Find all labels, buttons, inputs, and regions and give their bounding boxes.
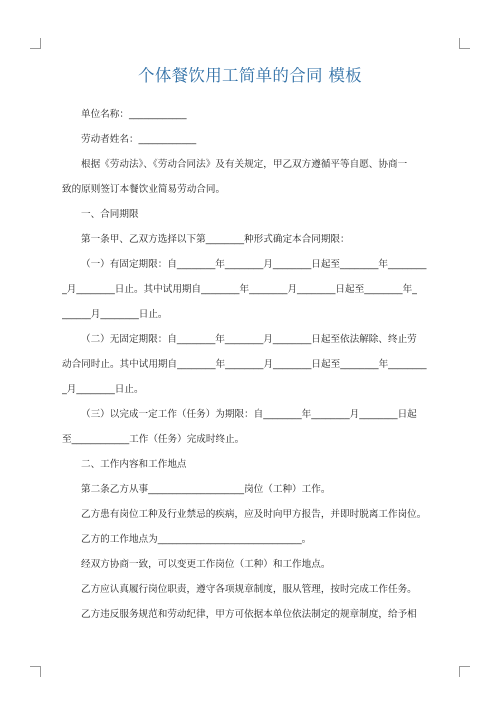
- section-heading: 一、合同期限: [81, 209, 139, 220]
- paragraph-line: 乙方患有岗位工种及行业禁忌的疾病，应及时向甲方报告，并即时脱离工作岗位。: [81, 509, 427, 520]
- paragraph-line: ______月________日止。: [62, 309, 168, 320]
- crop-mark-top-left: [30, 38, 41, 49]
- paragraph-line: 根据《劳动法》、《劳动合同法》及有关规定，甲乙双方遵循平等自愿、协商一: [81, 159, 408, 170]
- crop-mark-bottom-left: [30, 666, 41, 677]
- worker-name-line: 劳动者姓名：____________: [81, 134, 197, 145]
- paragraph-line: 动合同时止。其中试用期自________年________月________日起至________年________: [62, 359, 427, 370]
- crop-mark-top-right: [459, 38, 470, 49]
- paragraph-line: 至____________工作（任务）完成时终止。: [62, 434, 245, 445]
- paragraph-line: （三）以完成一定工作（任务）为期限：自________年________月________日起: [81, 409, 417, 420]
- article-line: 第二条乙方从事____________________岗位（工种）工作。: [81, 484, 331, 495]
- paragraph-line: 乙方的工作地点为______________________________。: [81, 534, 312, 545]
- document-body: [62, 62, 438, 621]
- paragraph-line: 乙方应认真履行岗位职责，遵守各项规章制度，服从管理，按时完成工作任务。: [81, 584, 417, 595]
- paragraph-line: 乙方违反服务规范和劳动纪律，甲方可依据本单位依法制定的规章制度，给予相: [81, 609, 417, 620]
- document-title: 个体餐饮用工简单的合同 模板: [138, 66, 362, 85]
- paragraph-line: 经双方协商一致，可以变更工作岗位（工种）和工作地点。: [81, 559, 331, 570]
- unit-name-line: 单位名称：____________: [81, 109, 187, 120]
- paragraph-line: （二）无固定期限：自________年________月________日起至依法解除、终止劳: [81, 334, 417, 345]
- paragraph-line: （一）有固定期限：自________年________月________日起至________年________: [81, 259, 427, 270]
- article-line: 第一条甲、乙双方选择以下第________种形式确定本合同期限：: [81, 234, 350, 245]
- section-heading: 二、工作内容和工作地点: [81, 459, 187, 470]
- paragraph-line: _月________日止。其中试用期自________年________月________日起至________年_: [62, 284, 417, 295]
- paragraph-line: 致的原则签订本餐饮业简易劳动合同。: [62, 184, 226, 195]
- paragraph-line: _月________日止。: [62, 384, 144, 395]
- crop-mark-bottom-right: [459, 666, 470, 677]
